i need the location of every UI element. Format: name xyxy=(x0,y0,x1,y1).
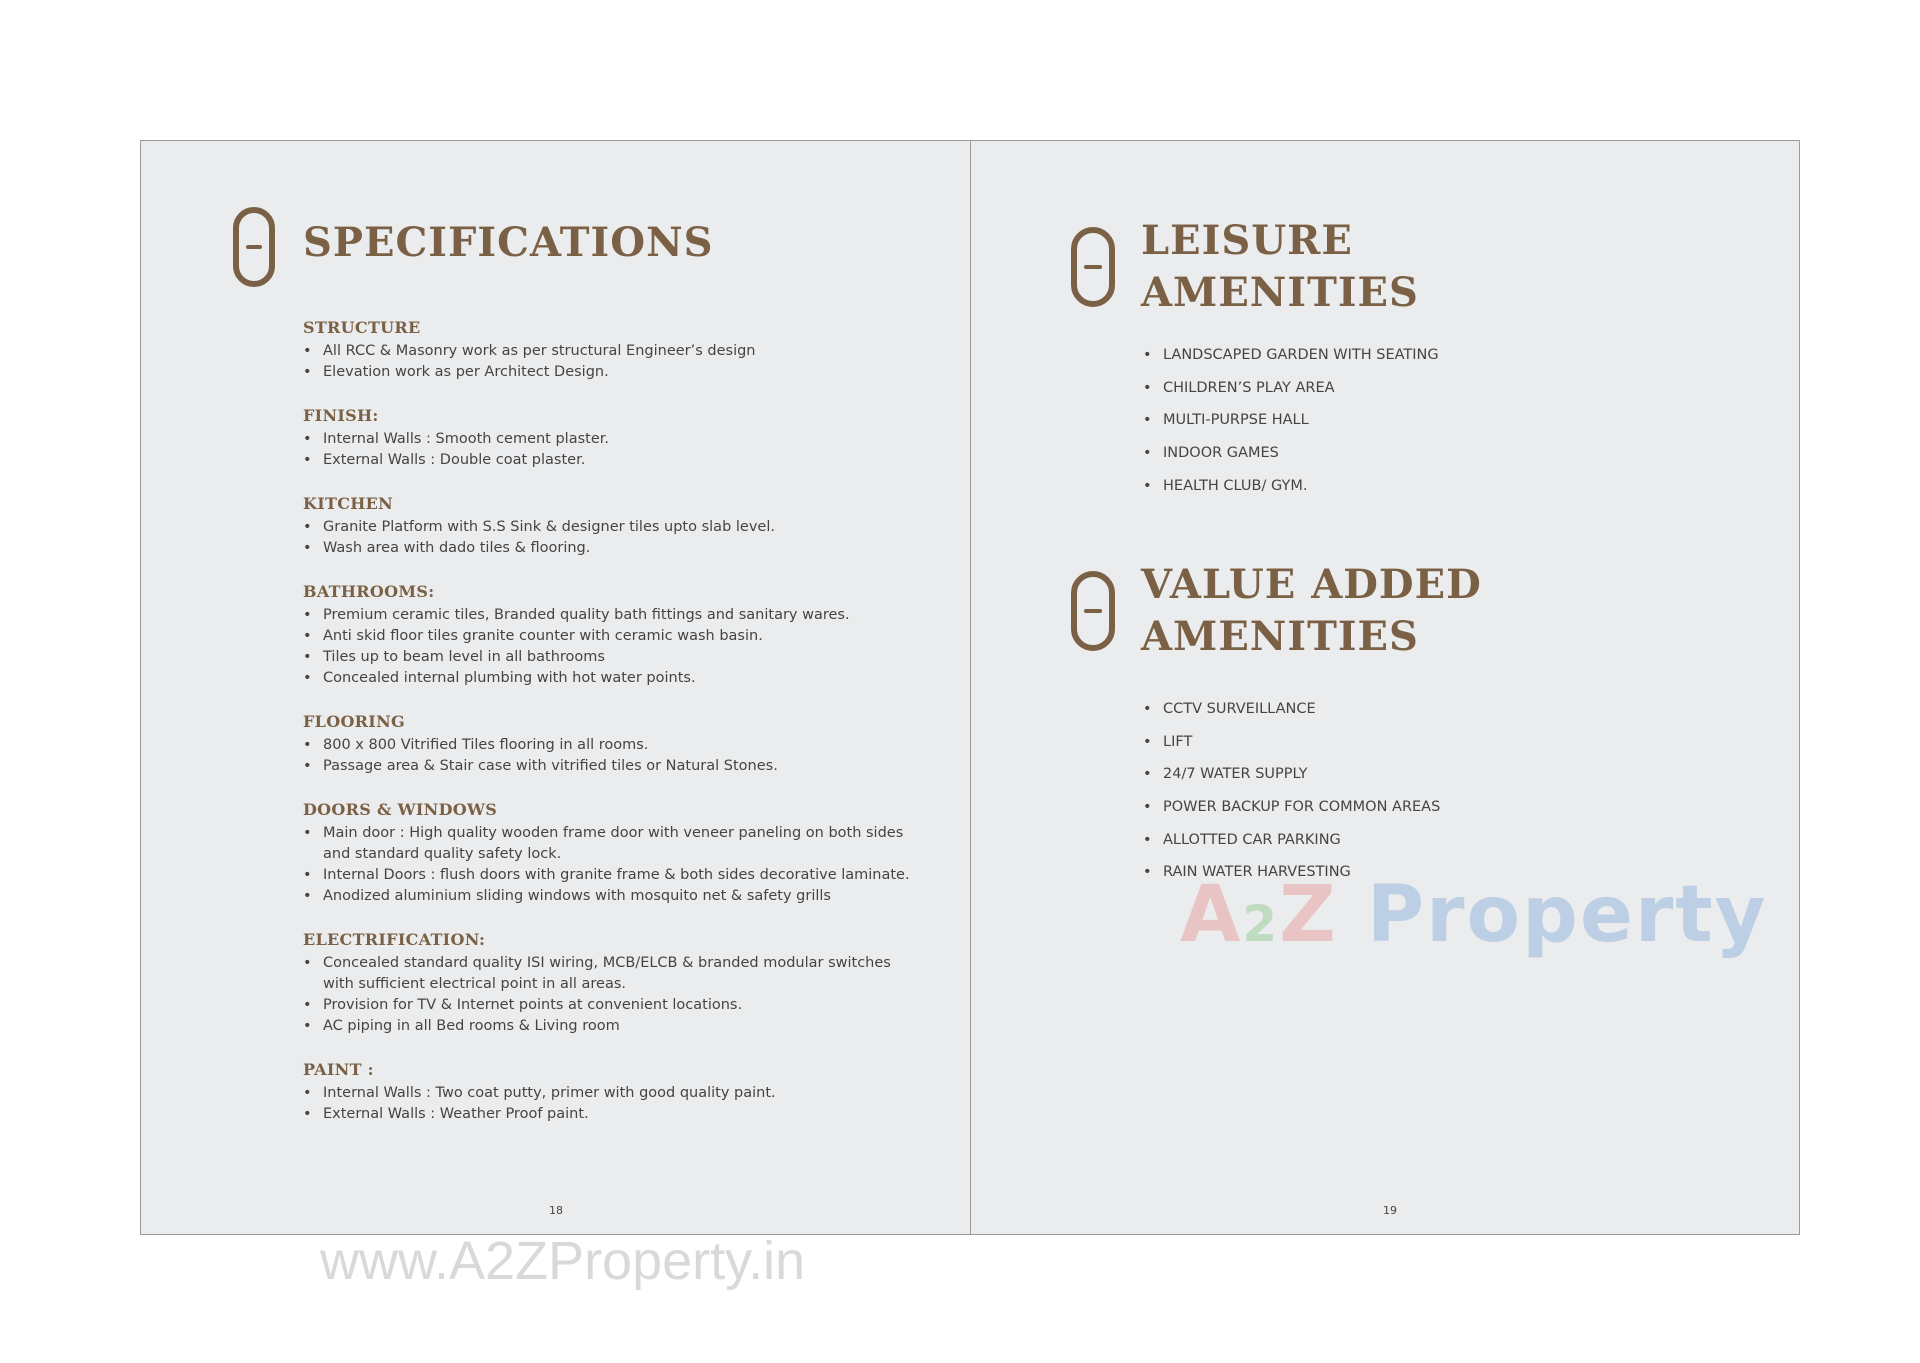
value-added-title-line1: VALUE ADDED xyxy=(1141,561,1482,608)
section-badge-icon xyxy=(1071,571,1115,651)
watermark-logo-2: 2 xyxy=(1242,895,1280,953)
list-item: • External Walls : Double coat plaster. xyxy=(303,450,923,471)
watermark-logo-word: Property xyxy=(1366,870,1768,960)
list-item: • 24/7 WATER SUPPLY xyxy=(1143,764,1440,785)
list-item: • CCTV SURVEILLANCE xyxy=(1143,699,1440,720)
spec-heading: KITCHEN xyxy=(303,494,394,513)
spec-section-finish xyxy=(303,405,923,471)
list-item: • External Walls : Weather Proof paint. xyxy=(303,1104,923,1125)
list-item: • Elevation work as per Architect Design. xyxy=(303,362,923,383)
list-item: • Concealed internal plumbing with hot water points. xyxy=(303,668,923,689)
spec-heading: DOORS & WINDOWS xyxy=(303,800,498,819)
spec-heading: ELECTRIFICATION: xyxy=(303,930,486,949)
list-item: • LIFT xyxy=(1143,732,1440,753)
list-item: • RAIN WATER HARVESTING xyxy=(1143,862,1440,883)
list-item: • Tiles up to beam level in all bathrooms xyxy=(303,647,923,668)
watermark-logo xyxy=(1180,870,1767,960)
value-added-title-line2: AMENITIES xyxy=(1141,613,1419,660)
list-item: • MULTI-PURPSE HALL xyxy=(1143,410,1439,431)
watermark-logo-z: Z xyxy=(1279,870,1338,960)
list-item: • Internal Walls : Smooth cement plaster. xyxy=(303,429,923,450)
list-item: • Wash area with dado tiles & flooring. xyxy=(303,538,923,559)
right-page xyxy=(971,141,1800,1234)
list-item: • HEALTH CLUB/ GYM. xyxy=(1143,476,1439,497)
specifications-list xyxy=(303,317,923,1147)
spec-section-kitchen xyxy=(303,493,923,559)
spec-heading: BATHROOMS: xyxy=(303,582,435,601)
list-item: • Anodized aluminium sliding windows with mosquito net & safety grills xyxy=(303,886,923,907)
page-number: 18 xyxy=(549,1204,563,1217)
leisure-amenities-list xyxy=(1143,345,1439,508)
spec-section-structure xyxy=(303,317,923,383)
watermark-url: www.A2ZProperty.in xyxy=(320,1231,806,1291)
brochure-spread xyxy=(140,140,1800,1235)
leisure-amenities-title-line2: AMENITIES xyxy=(1141,269,1419,316)
list-item: • Provision for TV & Internet points at convenient locations. xyxy=(303,995,923,1016)
watermark-logo-a: A xyxy=(1180,870,1243,960)
list-item: • Internal Doors : flush doors with granite frame & both sides decorative laminate. xyxy=(303,865,923,886)
value-added-amenities-list xyxy=(1143,699,1440,895)
list-item: • CHILDREN’S PLAY AREA xyxy=(1143,378,1439,399)
page-number: 19 xyxy=(1383,1204,1397,1217)
list-item: • LANDSCAPED GARDEN WITH SEATING xyxy=(1143,345,1439,366)
list-item: • Passage area & Stair case with vitrified tiles or Natural Stones. xyxy=(303,756,923,777)
leisure-amenities-title-line1: LEISURE xyxy=(1141,217,1353,264)
section-badge-icon xyxy=(233,207,275,287)
list-item: • 800 x 800 Vitrified Tiles flooring in all rooms. xyxy=(303,735,923,756)
list-item: • Concealed standard quality ISI wiring, MCB/ELCB & branded modular switches with sufficient electrical point in all areas. xyxy=(303,953,923,995)
spec-section-paint xyxy=(303,1059,923,1125)
spec-heading: FLOORING xyxy=(303,712,405,731)
specifications-title: SPECIFICATIONS xyxy=(303,219,714,266)
spec-section-doors-windows xyxy=(303,799,923,907)
list-item: • All RCC & Masonry work as per structural Engineer’s design xyxy=(303,341,923,362)
list-item: • Granite Platform with S.S Sink & designer tiles upto slab level. xyxy=(303,517,923,538)
list-item: • AC piping in all Bed rooms & Living room xyxy=(303,1016,923,1037)
section-badge-icon xyxy=(1071,227,1115,307)
list-item: • INDOOR GAMES xyxy=(1143,443,1439,464)
spec-heading: PAINT : xyxy=(303,1060,374,1079)
list-item: • ALLOTTED CAR PARKING xyxy=(1143,830,1440,851)
spec-section-electrification xyxy=(303,929,923,1037)
left-page xyxy=(141,141,970,1234)
spec-section-bathrooms xyxy=(303,581,923,689)
spec-section-flooring xyxy=(303,711,923,777)
list-item: • Anti skid floor tiles granite counter with ceramic wash basin. xyxy=(303,626,923,647)
list-item: • Main door : High quality wooden frame door with veneer paneling on both sides and standard quality safety lock. xyxy=(303,823,923,865)
list-item: • POWER BACKUP FOR COMMON AREAS xyxy=(1143,797,1440,818)
list-item: • Internal Walls : Two coat putty, primer with good quality paint. xyxy=(303,1083,923,1104)
spec-heading: FINISH: xyxy=(303,406,379,425)
spec-heading: STRUCTURE xyxy=(303,318,421,337)
list-item: • Premium ceramic tiles, Branded quality bath fittings and sanitary wares. xyxy=(303,605,923,626)
